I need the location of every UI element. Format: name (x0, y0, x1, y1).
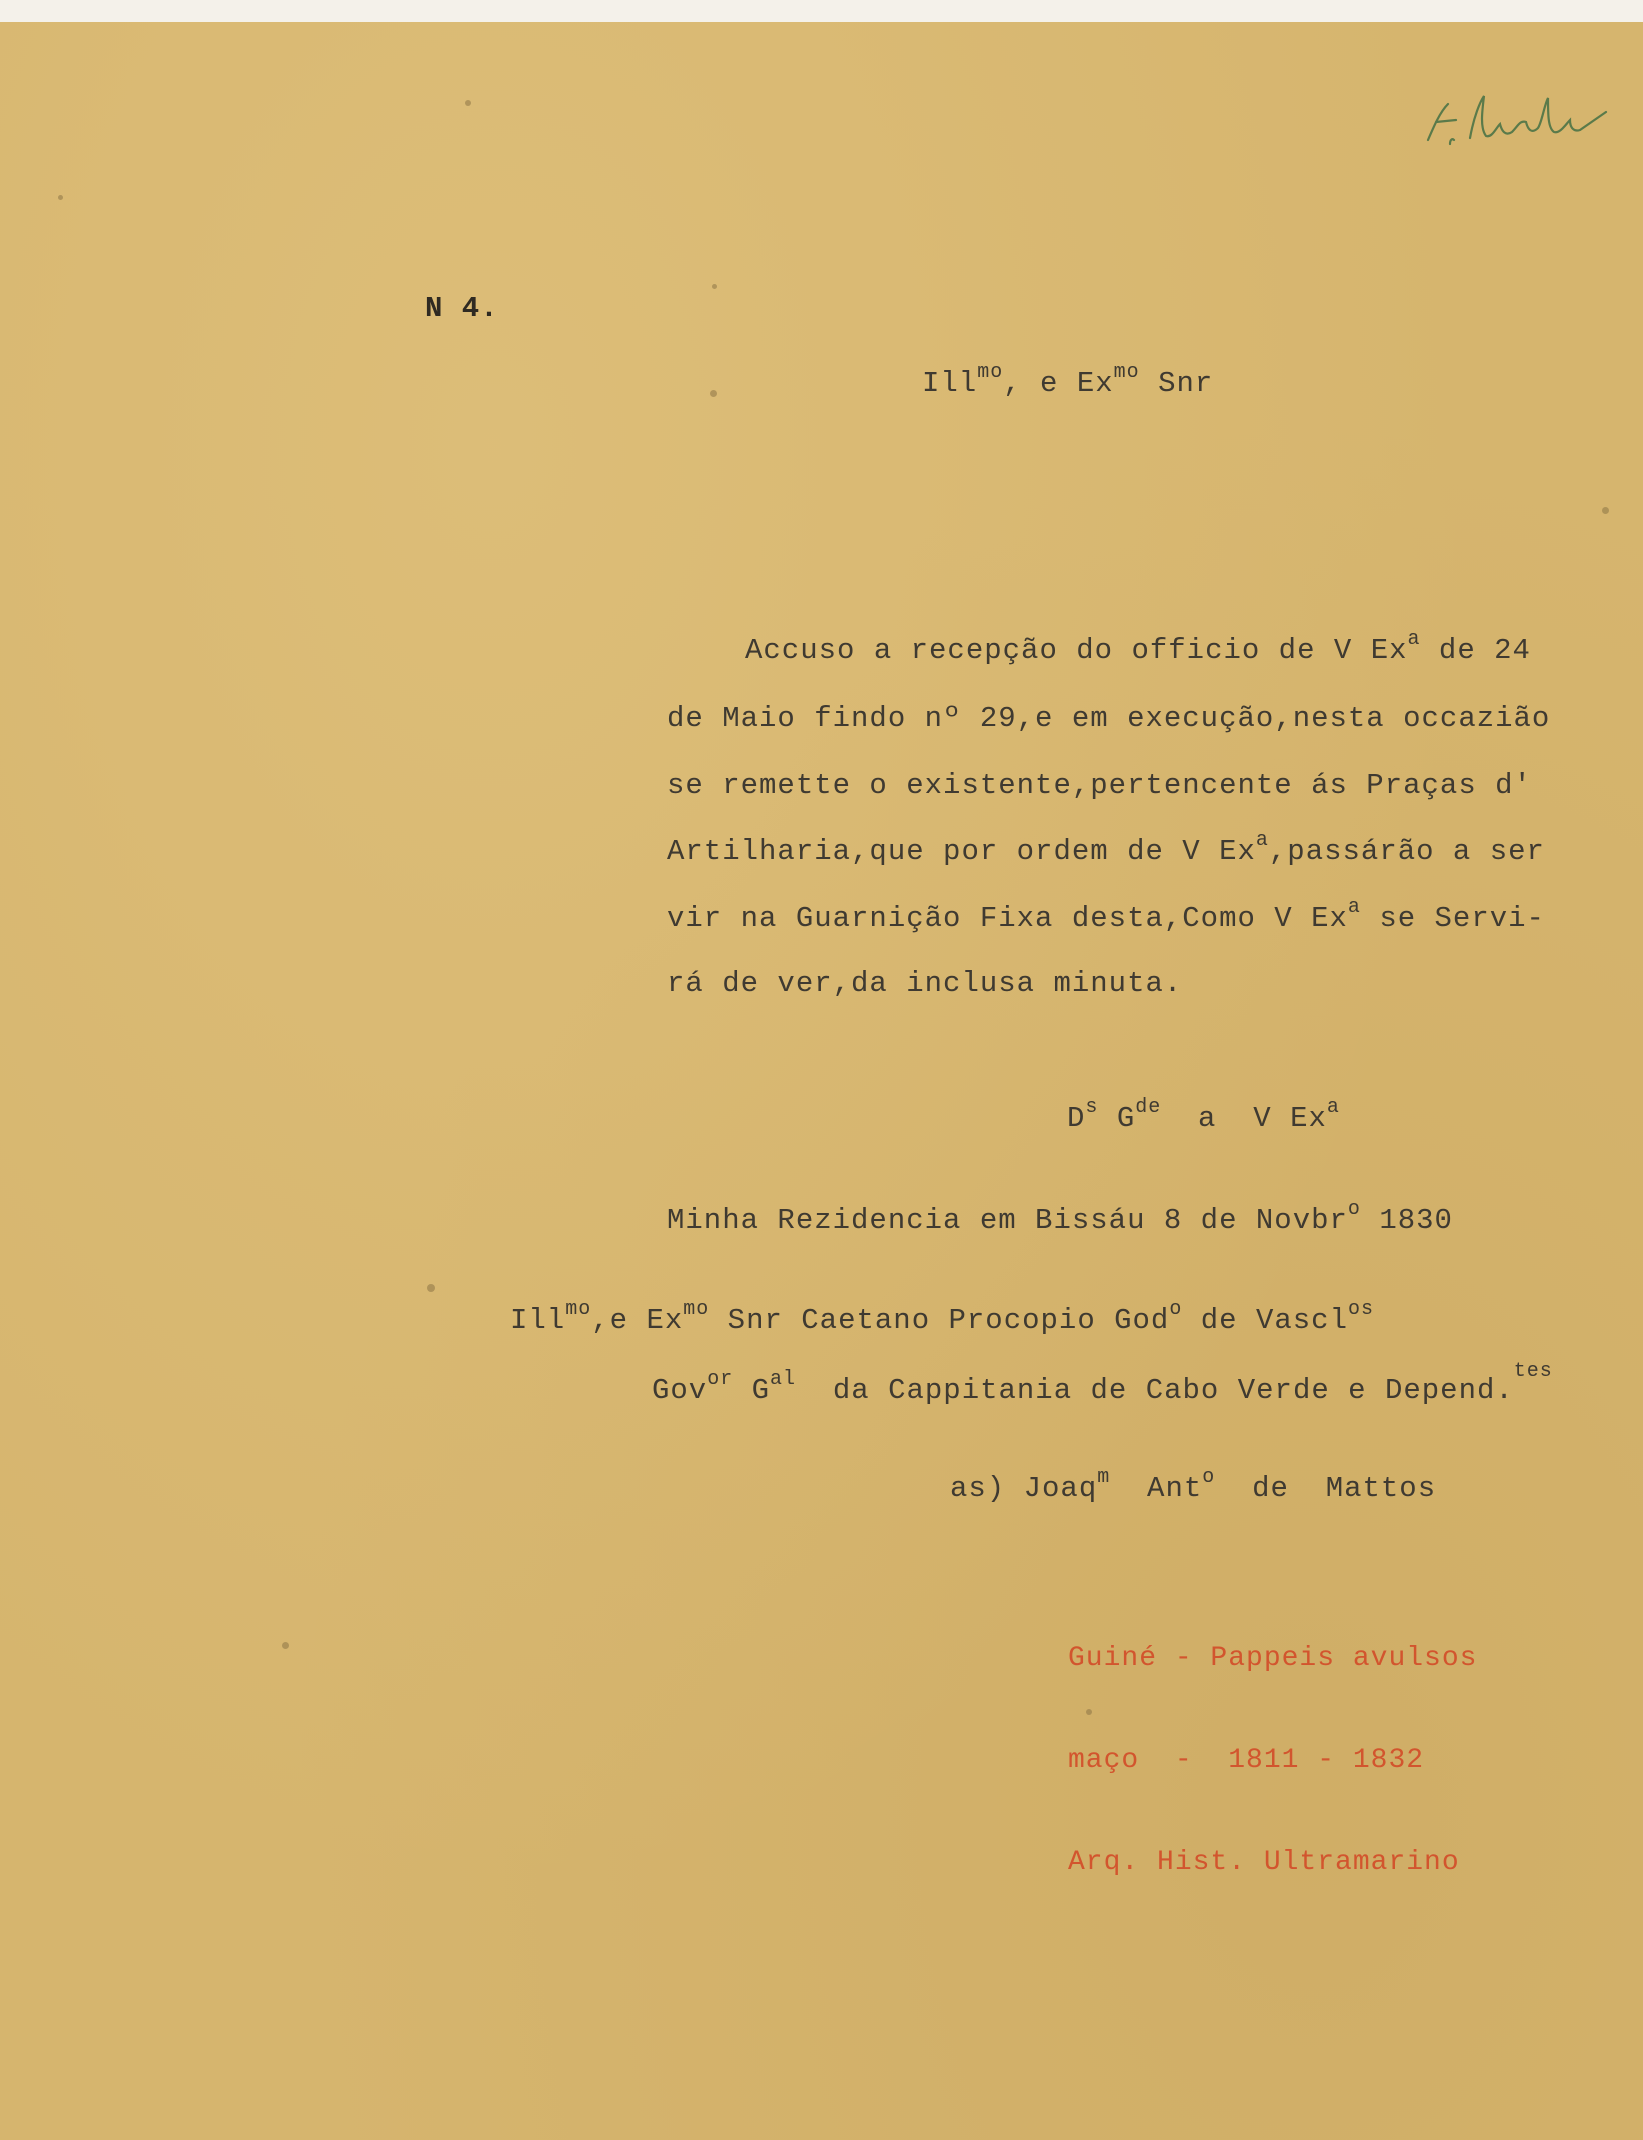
paper-speck (712, 284, 717, 289)
archive-stamp (1068, 1574, 1477, 1948)
addressee-line-2: Gov$^{or}$ $G^{al}$ da Cappitania de Cabo Verde e Depend.$^{tes}$ (652, 1360, 1553, 1407)
paper-speck (710, 390, 717, 397)
addressee-line-1: Ill$^{mo}$,e $Ex^{mo}$ Snr Caetano Procopio God$^o$ de Vascl$^{os}$ (510, 1298, 1375, 1337)
body-line-3: se remette o existente,pertencente ás Praças d' (667, 769, 1532, 802)
archive-stamp-line-3: Arq. Hist. Ultramarino (1068, 1847, 1460, 1878)
body-line-4: Artilharia,que por ordem de V Ex$^a$,passárão a ser (667, 829, 1545, 868)
body-line-2: de Maio findo nº 29,e em execução,nesta occazião (667, 702, 1551, 735)
handwritten-signature-icon (1410, 82, 1620, 162)
signatory: as) Joaq$^m$ Ant$^o$ de Mattos (950, 1466, 1437, 1505)
body-line-1: Accuso a recepção do officio de V Ex$^a$ de 24 (745, 628, 1531, 667)
paper-speck (427, 1284, 435, 1292)
salutation: Ill$^{mo}$, e $Ex^{mo}$ Snr (922, 361, 1214, 400)
paper-speck (282, 1642, 289, 1649)
archive-stamp-line-1: Guiné - Pappeis avulsos (1068, 1643, 1478, 1674)
scan-top-strip (0, 0, 1643, 22)
document-page (0, 22, 1643, 2140)
body-line-5: vir na Guarnição Fixa desta,Como V Ex$^a$ se Servi- (667, 896, 1545, 935)
paper-speck (465, 100, 471, 106)
archive-stamp-line-2: maço - 1811 - 1832 (1068, 1745, 1425, 1776)
body-line-6: rá de ver,da inclusa minuta. (667, 967, 1183, 1000)
document-number: N 4. (425, 292, 499, 325)
place-date: Minha Rezidencia em Bissáu 8 de Novbr$^o$ 1830 (667, 1198, 1453, 1237)
closing-formula: $D^s$ $G^{de}$ a V Ex$^a$ (1067, 1096, 1340, 1135)
paper-speck (58, 195, 63, 200)
paper-speck (1602, 507, 1609, 514)
